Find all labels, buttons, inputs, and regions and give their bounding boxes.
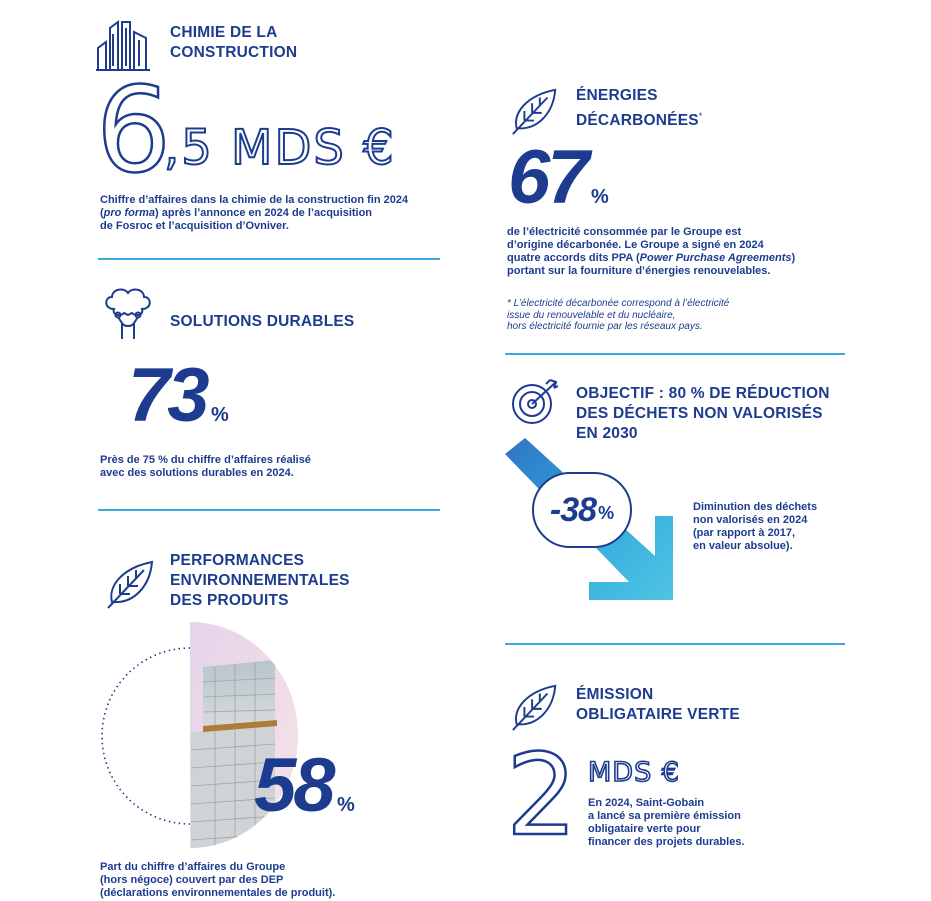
energies-description: de l’électricité consommée par le Groupe est d’origine décarbonée. Le Groupe a signé en 2024 quatre accords dits PPA (Power Purchase Agreements) portant sur la fourniture d’énergies renouvelables. xyxy=(507,226,796,277)
objectif-title: OBJECTIF : 80 % DE RÉDUCTION DES DÉCHETS NON VALORISÉS EN 2030 xyxy=(576,385,830,442)
performances-description: Part du chiffre d’affaires du Groupe (hors négoce) couvert par des DEP (déclarations environnementales de produit). xyxy=(100,861,336,899)
energies-footnote: * L’électricité décarbonée correspond à l’électricité issue du renouvelable et du nucléaire, hors électricité fournie par les réseaux pays. xyxy=(507,298,730,332)
target-icon xyxy=(510,376,564,426)
leaf-icon xyxy=(509,84,561,136)
energies-number: 67 xyxy=(508,135,587,220)
divider xyxy=(505,643,845,645)
objectif-unit: % xyxy=(598,502,615,523)
solutions-number: 73 xyxy=(128,353,207,438)
performances-value xyxy=(254,743,355,828)
construction-value-big: 6 xyxy=(96,61,172,199)
performances-number: 58 xyxy=(254,743,333,828)
construction-value xyxy=(96,61,436,199)
objectif-description: Diminution des déchets non valorisés en 2024 (par rapport à 2017, en valeur absolue). xyxy=(693,501,818,552)
solutions-unit: % xyxy=(211,404,229,426)
objectif-number: -38 xyxy=(549,490,597,529)
leaf-icon xyxy=(509,680,561,732)
divider xyxy=(505,353,845,355)
divider xyxy=(98,258,440,260)
emission-title: ÉMISSION OBLIGATAIRE VERTE xyxy=(576,686,740,723)
performances-title: PERFORMANCES ENVIRONNEMENTALES DES PRODUITS xyxy=(170,552,350,609)
energies-title: ÉNERGIES DÉCARBONÉES* xyxy=(576,87,703,130)
emission-value-big: 2 xyxy=(506,731,578,861)
tree-people-icon xyxy=(100,285,156,341)
divider xyxy=(98,509,440,511)
leaf-icon xyxy=(104,556,158,610)
emission-description: En 2024, Saint-Gobain a lancé sa première émission obligataire verte pour financer des projets durables. xyxy=(588,797,745,848)
objectif-badge xyxy=(532,472,632,548)
performances-unit: % xyxy=(337,794,355,816)
solutions-title: SOLUTIONS DURABLES xyxy=(170,313,355,330)
construction-title: CHIMIE DE LA CONSTRUCTION xyxy=(170,24,298,61)
construction-description: Chiffre d’affaires dans la chimie de la construction fin 2024 (pro forma) après l’annonce en 2024 de l’acquisition de Fosroc et l’acquisition d’Ovniver. xyxy=(100,194,409,232)
energies-value xyxy=(508,135,609,220)
energies-unit: % xyxy=(591,186,609,208)
solutions-description: Près de 75 % du chiffre d’affaires réalisé avec des solutions durables en 2024. xyxy=(100,454,311,479)
emission-value-rest: MDS € xyxy=(588,757,680,788)
solutions-value xyxy=(128,353,229,438)
construction-value-rest: ,5 MDS € xyxy=(164,120,396,176)
